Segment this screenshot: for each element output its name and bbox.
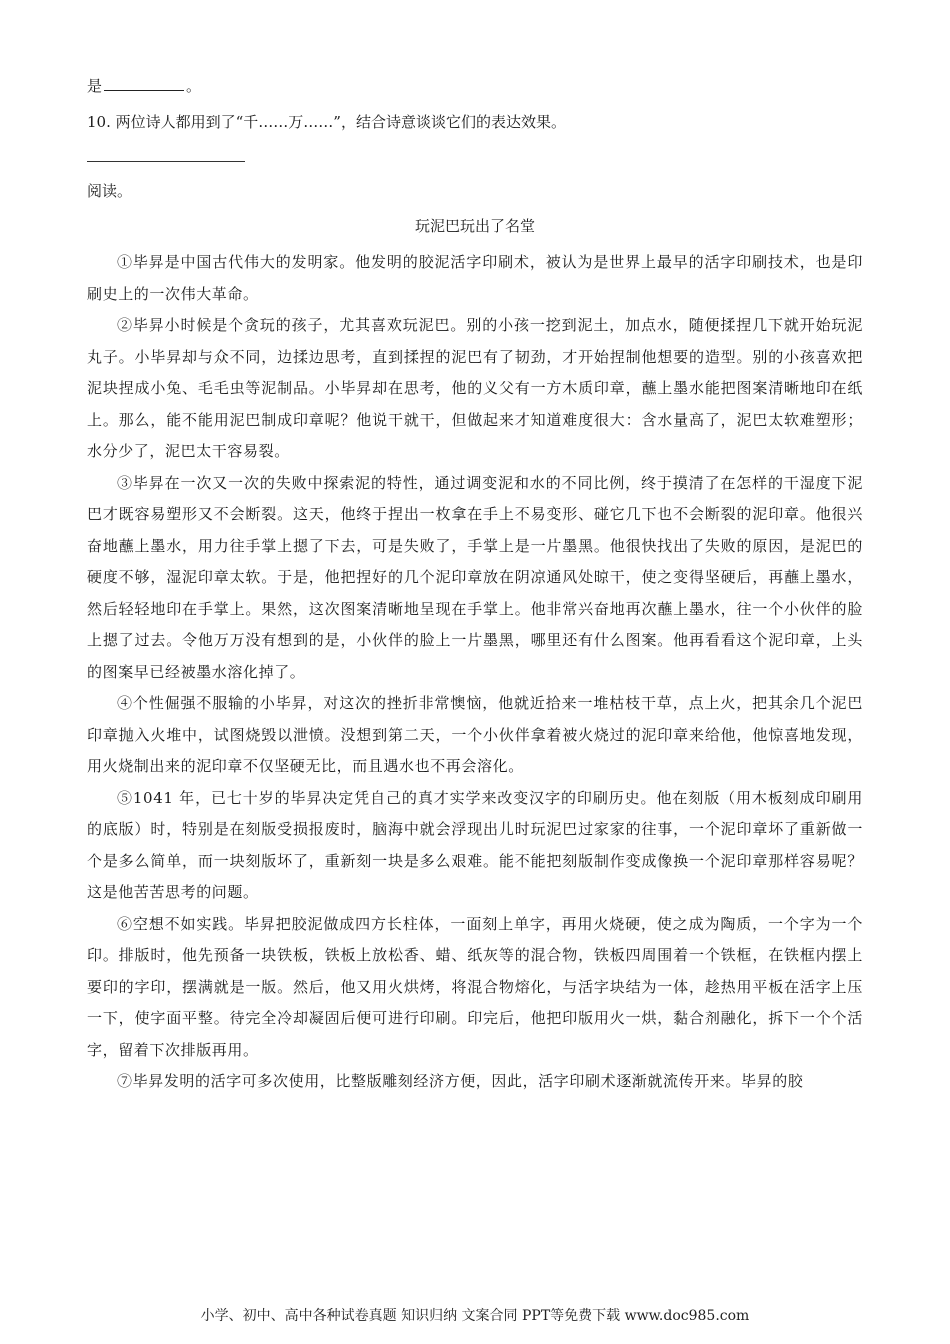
previous-question-suffix: 。 [186,77,202,95]
reading-label: 阅读。 [87,182,133,200]
answer-line-question-10[interactable] [87,161,245,162]
article-paragraph-1: ①毕昇是中国古代伟大的发明家。他发明的胶泥活字印刷术，被认为是世界上最早的活字印刷技术，也是印刷史上的一次伟大革命。 [87,253,863,303]
article-paragraph-6: ⑥空想不如实践。毕昇把胶泥做成四方长柱体，一面刻上单字，再用火烧硬，使之成为陶质，一个字为一个印。排版时，他先预备一块铁板，铁板上放松香、蜡、纸灰等的混合物，铁板四周围着一个铁框，在铁框内摆上要印的字印，摆满就是一版。然后，他又用火烘烤，将混合物熔化，与活字块结为一体，趁热用平板在活字上压一下，使字面平整。待完全冷却凝固后便可进行印刷。印完后，他把印版用火一烘，黏合剂融化，拆下一个个活字，留着下次排版再用。 [87,914,863,1059]
answer-blank[interactable] [104,76,184,91]
page-footer: 小学、初中、高中各种试卷真题 知识归纳 文案合同 PPT等免费下载 www.doc985.com [200,1308,750,1324]
article-paragraph-7: ⑦毕昇发明的活字可多次使用，比整版雕刻经济方便，因此，活字印刷术逐渐就流传开来。毕昇的胶 [117,1072,804,1090]
article-body [87,247,863,1098]
article-paragraph-3: ③毕昇在一次又一次的失败中探索泥的特性，通过调变泥和水的不同比例，终于摸清了在怎样的干湿度下泥巴才既容易塑形又不会断裂。这天，他终于捏出一枚拿在手上不易变形、碰它几下也不会断裂的泥印章。他很兴奋地蘸上墨水，用力往手掌上摁了下去，可是失败了，手掌上是一片墨黑。他很快找出了失败的原因，是泥巴的硬度不够，湿泥印章太软。于是，他把捏好的几个泥印章放在阴凉通风处晾干，使之变得坚硬后，再蘸上墨水，然后轻轻地印在手掌上。果然，这次图案清晰地呈现在手掌上。他非常兴奋地再次蘸上墨水，往一个小伙伴的脸上摁了过去。令他万万没有想到的是，小伙伴的脸上一片墨黑，哪里还有什么图案。他再看看这个泥印章，上头的图案早已经被墨水溶化掉了。 [87,473,863,681]
article-title: 玩泥巴玩出了名堂 [414,217,535,235]
previous-question-prefix: 是 [87,77,103,95]
question-10: 10. 两位诗人都用到了“千……万……”，结合诗意谈谈它们的表达效果。 [87,113,566,131]
article-paragraph-2: ②毕昇小时候是个贪玩的孩子，尤其喜欢玩泥巴。别的小孩一挖到泥土，加点水，随便揉捏几下就开始玩泥丸子。小毕昇却与众不同，边揉边思考，直到揉捏的泥巴有了韧劲，才开始捏制他想要的造型。别的小孩喜欢把泥块捏成小兔、毛毛虫等泥制品。小毕昇却在思考，他的义父有一方木质印章，蘸上墨水能把图案清晰地印在纸上。那么，能不能用泥巴制成印章呢？他说干就干，但做起来才知道难度很大：含水量高了，泥巴太软难塑形；水分少了，泥巴太干容易裂。 [87,316,863,460]
previous-question-line [87,76,201,96]
article-paragraph-4: ④个性倔强不服输的小毕昇，对这次的挫折非常懊恼，他就近拾来一堆枯枝干草，点上火，把其余几个泥巴印章抛入火堆中，试图烧毁以泄愤。没想到第二天，一个小伙伴拿着被火烧过的泥印章来给他，他惊喜地发现，用火烧制出来的泥印章不仅坚硬无比，而且遇水也不再会溶化。 [87,694,863,775]
article-paragraph-5: ⑤1041 年，已七十岁的毕昇决定凭自己的真才实学来改变汉字的印刷历史。他在刻版（用木板刻成印刷用的底版）时，特别是在刻版受损报废时，脑海中就会浮现出儿时玩泥巴过家家的往事，一个泥印章坏了重新做一个是多么简单，而一块刻版坏了，重新刻一块是多么艰难。能不能把刻版制作变成像换一个泥印章那样容易呢？这是他苦苦思考的问题。 [87,788,863,901]
